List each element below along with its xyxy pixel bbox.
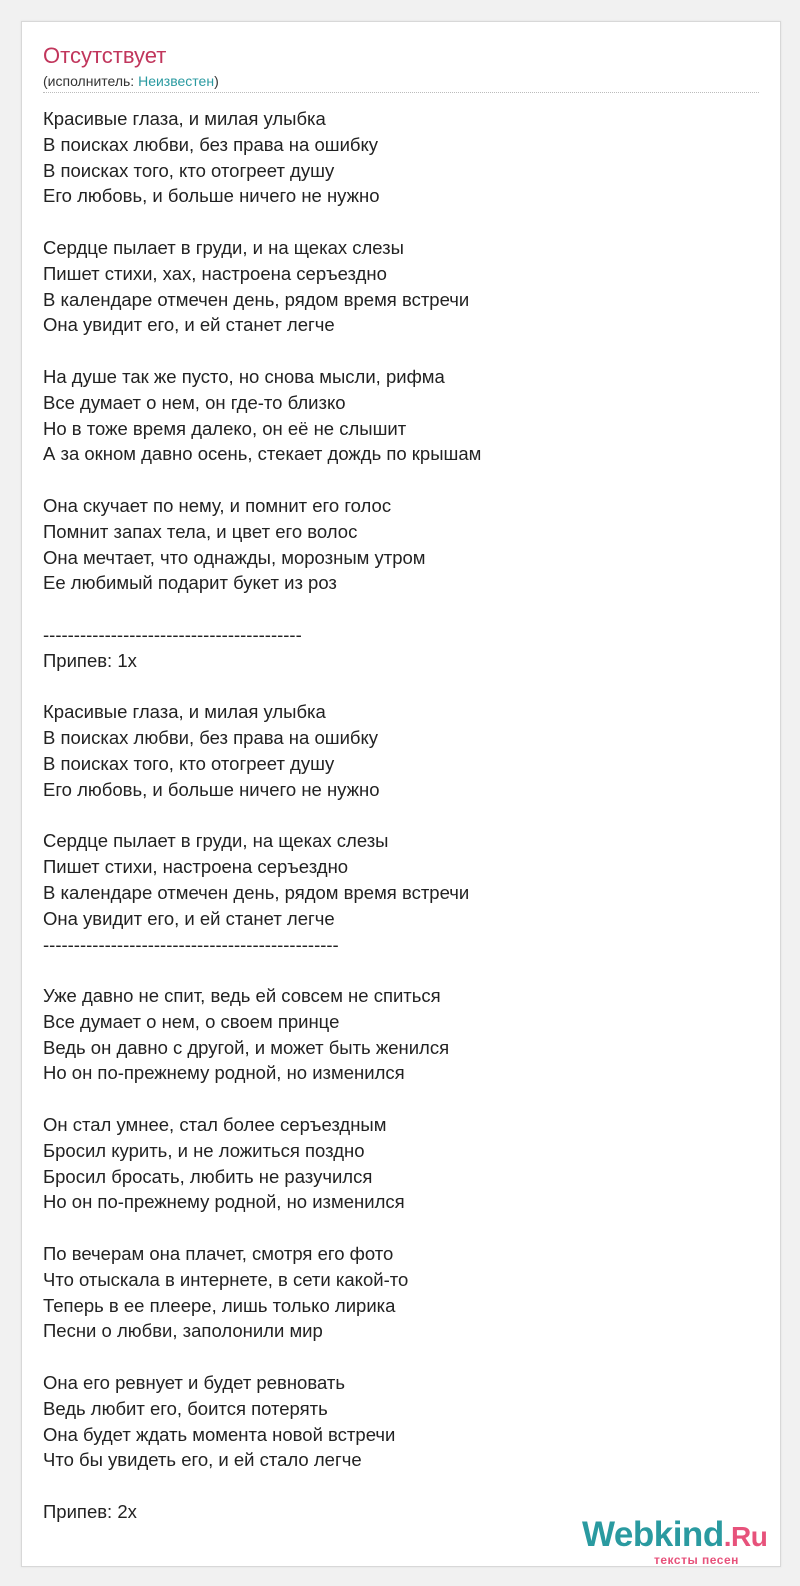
lyric-line: Пишет стихи, настроена серъездно <box>43 856 349 878</box>
lyric-line: Теперь в ее плеере, лишь только лирика <box>43 1294 396 1316</box>
lyric-line: На душе так же пусто, но снова мысли, рифма <box>43 365 445 387</box>
song-title: Отсутствует <box>43 43 167 68</box>
lyric-blank-line <box>43 1215 759 1241</box>
lyric-line: Она скучает по нему, и помнит его голос <box>43 494 392 516</box>
lyric-line: Она его ревнует и будет ревновать <box>43 1372 345 1394</box>
lyric-line: Все думает о нем, о своем принце <box>43 1010 340 1032</box>
lyric-line: Пишет стихи, хах, настроена серъездно <box>43 262 387 284</box>
lyric-blank-line <box>43 338 759 364</box>
lyric-line: Что отыскала в интернете, в сети какой-то <box>43 1268 409 1290</box>
lyric-line: Но он по-прежнему родной, но изменился <box>43 1062 405 1084</box>
lyric-line: Бросил курить, и не ложиться поздно <box>43 1139 365 1161</box>
artist-line <box>43 72 219 90</box>
lyric-blank-line <box>43 467 759 493</box>
lyric-blank-line <box>43 1086 759 1112</box>
lyric-line: В поисках того, кто отогреет душу <box>43 752 335 774</box>
lyrics-text <box>43 106 759 1525</box>
lyric-line: А за окном давно осень, стекает дождь по крышам <box>43 443 482 465</box>
lyric-line: Припев: 2х <box>43 1501 137 1523</box>
lyric-line: Его любовь, и больше ничего не нужно <box>43 778 380 800</box>
lyric-line: Все думает о нем, он где-то близко <box>43 391 346 413</box>
lyric-blank-line <box>43 674 759 700</box>
lyric-line: Она увидит его, и ей станет легче <box>43 907 335 929</box>
lyric-line: Его любовь, и больше ничего не нужно <box>43 185 380 207</box>
lyric-blank-line <box>43 957 759 983</box>
lyric-line: Сердце пылает в груди, и на щеках слезы <box>43 236 404 258</box>
lyric-line: Она мечтает, что однажды, морозным утром <box>43 546 426 568</box>
lyric-line: Уже давно не спит, ведь ей совсем не спиться <box>43 985 441 1007</box>
lyric-line: Но он по-прежнему родной, но изменился <box>43 1191 405 1213</box>
artist-suffix: ) <box>214 73 219 89</box>
lyric-blank-line <box>43 596 759 622</box>
lyric-blank-line <box>43 803 759 829</box>
lyric-line: В календаре отмечен день, рядом время встречи <box>43 881 470 903</box>
lyric-line: Красивые глаза, и милая улыбка <box>43 701 326 723</box>
lyric-line: В календаре отмечен день, рядом время встречи <box>43 288 470 310</box>
lyric-line: Он стал умнее, стал более серъездным <box>43 1114 387 1136</box>
artist-link[interactable]: Неизвестен <box>138 73 215 89</box>
lyric-line: Сердце пылает в груди, на щеках слезы <box>43 830 389 852</box>
lyric-line: Ведь он давно с другой, и может быть женился <box>43 1036 450 1058</box>
artist-prefix: (исполнитель: <box>43 73 139 89</box>
logo-tagline: тексты песен <box>654 1553 739 1567</box>
lyric-line: В поисках любви, без права на ошибку <box>43 727 379 749</box>
logo-tld: .Ru <box>723 1521 768 1552</box>
lyric-line: Красивые глаза, и милая улыбка <box>43 108 326 129</box>
logo-wordmark <box>582 1515 767 1557</box>
lyric-line: ------------------------------------------ <box>43 623 302 645</box>
lyric-line: Песни о любви, заполонили мир <box>43 1320 323 1342</box>
lyric-line: В поисках любви, без права на ошибку <box>43 133 379 155</box>
lyric-line: Помнит запах тела, и цвет его волос <box>43 520 358 542</box>
lyric-line: Она увидит его, и ей станет легче <box>43 314 335 336</box>
lyric-line: Она будет ждать момента новой встречи <box>43 1423 396 1445</box>
lyric-blank-line <box>43 1344 759 1370</box>
lyric-line: В поисках того, кто отогреет душу <box>43 159 335 181</box>
lyric-line: Ее любимый подарит букет из роз <box>43 572 337 594</box>
lyric-line: Бросил бросать, любить не разучился <box>43 1165 373 1187</box>
lyric-line: ------------------------------------------------ <box>43 933 339 955</box>
lyric-line: По вечерам она плачет, смотря его фото <box>43 1243 394 1265</box>
lyric-line: Ведь любит его, боится потерять <box>43 1397 328 1419</box>
lyric-line: Припев: 1х <box>43 649 137 671</box>
logo-name: Webkind <box>582 1515 724 1554</box>
page-frame <box>21 21 781 1567</box>
lyric-blank-line <box>43 1473 759 1499</box>
lyric-blank-line <box>43 209 759 235</box>
header-divider <box>43 92 759 93</box>
site-logo[interactable] <box>582 1515 782 1575</box>
lyric-line: Что бы увидеть его, и ей стало легче <box>43 1449 362 1471</box>
lyric-line: Но в тоже время далеко, он её не слышит <box>43 417 407 439</box>
